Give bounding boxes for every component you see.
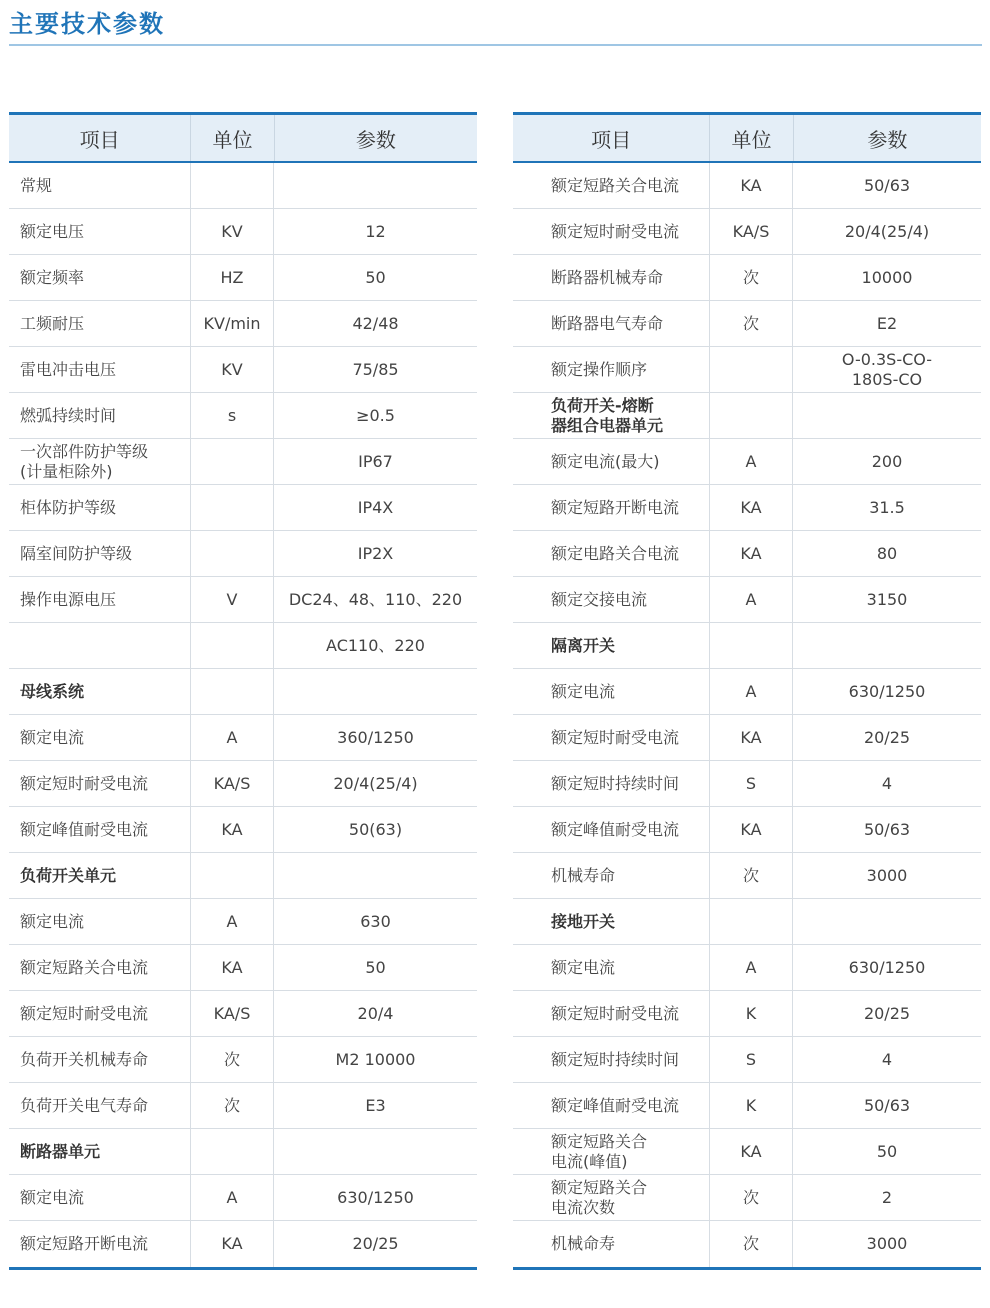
cell-param [274,669,477,714]
table-row [513,347,981,393]
table-row [9,991,477,1037]
header-item: 项目 [513,115,710,161]
cell-unit [191,163,274,208]
cell-param: 3000 [866,865,908,885]
table-row [9,163,477,209]
cell-item: 一次部件防护等级 (计量柜除外) [9,439,191,484]
cell-item: 机械寿命 [513,853,710,898]
cell-item: 额定短时耐受电流 [513,209,710,254]
cell-unit: KA [191,807,274,852]
cell-param: 20/4(25/4) [333,773,418,793]
cell-param: 50 [365,267,386,287]
cell-param: 630/1250 [848,681,926,701]
cell-item: 隔室间防护等级 [9,531,191,576]
cell-item: 额定操作顺序 [513,347,710,392]
cell-unit: KA [191,1221,274,1267]
cell-unit: HZ [191,255,274,300]
cell-item: 隔离开关 [513,623,710,668]
cell-unit: KA [710,531,793,576]
cell-item: 额定交接电流 [513,577,710,622]
cell-param: 50/63 [863,819,911,839]
cell-unit: S [710,761,793,806]
cell-unit: 次 [710,301,793,346]
cell-param: 20/25 [352,1234,399,1254]
cell-param: IP67 [358,451,393,471]
table-row [513,945,981,991]
cell-item: 母线系统 [9,669,191,714]
cell-item: 常规 [9,163,191,208]
table-row [9,1129,477,1175]
header-param: 参数 [867,127,908,152]
cell-param: 50 [876,1141,898,1161]
cell-item: 断路器电气寿命 [513,301,710,346]
table-row [9,945,477,991]
table-row [513,807,981,853]
cell-param [793,899,981,944]
table-row [9,807,477,853]
table-row [513,715,981,761]
cell-unit: 次 [710,1175,793,1220]
table-row [513,1221,981,1267]
table-header [513,115,981,163]
cell-item: 接地开关 [513,899,710,944]
cell-item: 额定短路关合 电流(峰值) [513,1129,710,1174]
cell-item: 额定短时耐受电流 [513,991,710,1036]
table-row [9,1175,477,1221]
cell-unit [710,393,793,438]
cell-unit: 次 [710,1221,793,1267]
table-row [513,485,981,531]
cell-item: 工频耐压 [9,301,191,346]
header-unit: 单位 [191,115,275,161]
table-row [9,485,477,531]
params-table-right [513,112,981,1270]
cell-item: 燃弧持续时间 [9,393,191,438]
cell-item: 额定电流(最大) [513,439,710,484]
cell-item: 额定短路开断电流 [9,1221,191,1267]
table-header [9,115,477,163]
table-row [513,255,981,301]
table-row [513,577,981,623]
title-divider [9,44,982,46]
cell-param: 50 [365,957,386,977]
cell-param [793,623,981,668]
table-row [513,1037,981,1083]
table-row [513,301,981,347]
cell-item: 操作电源电压 [9,577,191,622]
cell-param: 630/1250 [337,1187,414,1207]
cell-param: 42/48 [352,313,399,333]
cell-unit: KA [710,807,793,852]
cell-item: 负荷开关电气寿命 [9,1083,191,1128]
cell-param: 4 [881,773,893,793]
table-row [513,669,981,715]
cell-param [274,163,477,208]
cell-param: ≥0.5 [356,405,395,425]
cell-unit [710,623,793,668]
cell-unit: KA/S [191,761,274,806]
cell-param: 20/4(25/4) [844,221,930,241]
cell-param: 630/1250 [848,957,926,977]
cell-unit: A [710,669,793,714]
cell-item: 额定电流 [9,1175,191,1220]
cell-unit [710,347,793,392]
cell-item: 额定电流 [513,669,710,714]
cell-param: E3 [365,1095,386,1115]
table-row [9,531,477,577]
table-row [513,623,981,669]
table-row [9,899,477,945]
cell-unit: KA [710,715,793,760]
cell-unit: A [191,899,274,944]
table-body [9,163,477,1267]
cell-unit: A [710,577,793,622]
cell-param [793,393,981,438]
cell-param: IP4X [357,497,394,517]
cell-unit: 次 [710,255,793,300]
cell-param [274,853,477,898]
cell-param: 4 [881,1049,893,1069]
cell-unit: S [710,1037,793,1082]
cell-param: 20/25 [863,1003,911,1023]
table-row [9,761,477,807]
cell-unit [191,669,274,714]
cell-param [274,1129,477,1174]
table-row [513,899,981,945]
cell-unit [191,853,274,898]
cell-param: 12 [365,221,386,241]
cell-item: 机械命寿 [513,1221,710,1267]
cell-item: 雷电冲击电压 [9,347,191,392]
cell-item [9,623,191,668]
table-row [9,393,477,439]
table-row [513,1129,981,1175]
table-row [9,347,477,393]
table-row [9,853,477,899]
cell-param: 80 [876,543,898,563]
cell-item: 额定电路关合电流 [513,531,710,576]
cell-item: 额定短路关合电流 [513,163,710,208]
table-row [9,301,477,347]
cell-item: 额定短时耐受电流 [9,991,191,1036]
cell-param: 2 [881,1187,893,1207]
table-body [513,163,981,1267]
cell-unit: A [710,945,793,990]
cell-item: 负荷开关单元 [9,853,191,898]
header-param: 参数 [355,127,396,152]
cell-param: E2 [876,313,898,333]
cell-item: 额定短路关合电流 [9,945,191,990]
table-row [513,991,981,1037]
table-row [9,715,477,761]
table-row [513,393,981,439]
cell-param: 20/4 [357,1003,394,1023]
cell-item: 额定短时持续时间 [513,1037,710,1082]
cell-unit [710,899,793,944]
cell-param: AC110、220 [326,635,425,655]
cell-param: 3150 [866,589,908,609]
cell-unit: A [191,1175,274,1220]
table-row [9,439,477,485]
cell-unit: s [191,393,274,438]
cell-item: 断路器单元 [9,1129,191,1174]
cell-item: 额定峰值耐受电流 [9,807,191,852]
table-row [513,531,981,577]
cell-unit [191,623,274,668]
cell-item: 额定电压 [9,209,191,254]
cell-unit: KA [710,485,793,530]
cell-param: IP2X [357,543,394,563]
header-unit: 单位 [710,115,794,161]
cell-unit [191,1129,274,1174]
table-row [9,1221,477,1267]
table-row [9,623,477,669]
cell-item: 额定电流 [513,945,710,990]
table-row [9,669,477,715]
table-row [513,761,981,807]
cell-param: 31.5 [869,497,905,517]
cell-param: 50(63) [348,819,403,839]
cell-unit: KV [191,347,274,392]
table-row [513,209,981,255]
params-table-left [9,112,477,1270]
header-item: 项目 [9,115,191,161]
cell-param: 360/1250 [337,727,414,747]
cell-item: 负荷开关-熔断 器组合电器单元 [513,393,710,438]
table-row [513,853,981,899]
cell-param: 10000 [861,267,913,287]
cell-item: 额定短路开断电流 [513,485,710,530]
cell-item: 额定短时持续时间 [513,761,710,806]
cell-unit: 次 [191,1037,274,1082]
cell-unit: A [710,439,793,484]
cell-item: 断路器机械寿命 [513,255,710,300]
cell-item: 额定电流 [9,715,191,760]
cell-unit: A [191,715,274,760]
cell-unit: KV [191,209,274,254]
cell-item: 额定峰值耐受电流 [513,807,710,852]
cell-param: 75/85 [352,359,399,379]
cell-item: 额定短路关合 电流次数 [513,1175,710,1220]
table-row [9,577,477,623]
cell-unit: KA [191,945,274,990]
cell-unit [191,531,274,576]
cell-item: 负荷开关机械寿命 [9,1037,191,1082]
cell-param: DC24、48、110、220 [288,589,463,609]
cell-unit: 次 [191,1083,274,1128]
cell-param: 50/63 [863,1095,911,1115]
cell-unit: V [191,577,274,622]
table-row [513,1175,981,1221]
cell-unit [191,439,274,484]
cell-item: 额定短时耐受电流 [9,761,191,806]
cell-item: 额定电流 [9,899,191,944]
cell-unit: KV/min [191,301,274,346]
cell-unit: KA [710,1129,793,1174]
cell-param: O-0.3S-CO- 180S-CO [841,350,933,389]
cell-param: 20/25 [863,727,911,747]
table-row [513,439,981,485]
cell-param: 630 [360,911,391,931]
cell-item: 额定频率 [9,255,191,300]
cell-param: 200 [871,451,903,471]
cell-param: M2 10000 [335,1049,416,1069]
table-row [513,163,981,209]
cell-unit: KA/S [710,209,793,254]
table-row [9,1037,477,1083]
cell-unit [191,485,274,530]
cell-item: 额定峰值耐受电流 [513,1083,710,1128]
cell-unit: KA/S [191,991,274,1036]
cell-param: 3000 [866,1234,908,1254]
table-row [9,1083,477,1129]
table-row [513,1083,981,1129]
cell-unit: K [710,1083,793,1128]
cell-param: 50/63 [863,175,911,195]
table-row [9,255,477,301]
cell-unit: KA [710,163,793,208]
page-title: 主要技术参数 [9,10,165,38]
cell-unit: K [710,991,793,1036]
cell-item: 柜体防护等级 [9,485,191,530]
table-row [9,209,477,255]
cell-unit: 次 [710,853,793,898]
cell-item: 额定短时耐受电流 [513,715,710,760]
